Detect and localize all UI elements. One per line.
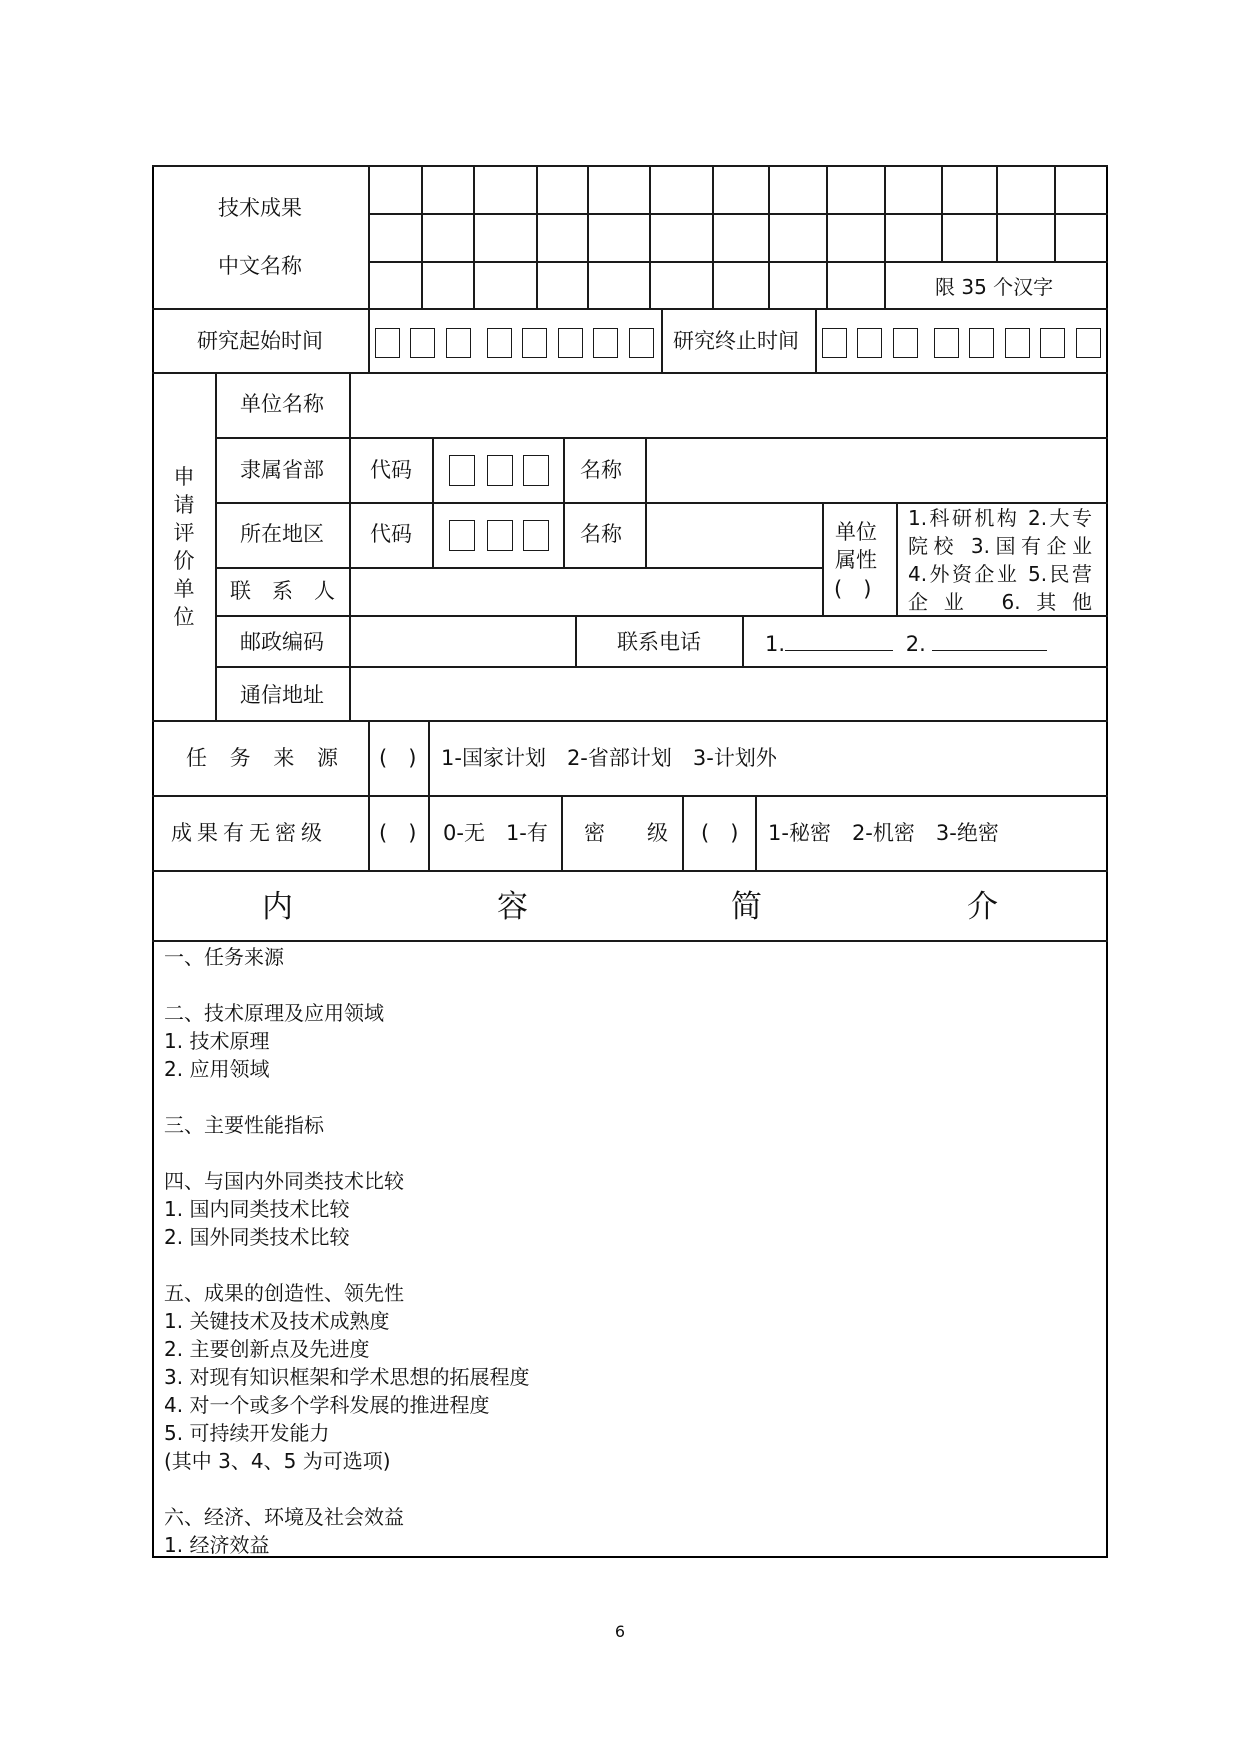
summary-heading-char-3: 简: [731, 889, 762, 925]
summary-line: [164, 1251, 529, 1279]
code-label-divider: [432, 437, 434, 567]
name-label-line-2: 中文名称: [218, 254, 302, 278]
region-code-box-2[interactable]: [487, 520, 513, 551]
address-field[interactable]: [352, 683, 1102, 707]
frame-right-border: [1106, 165, 1108, 1558]
applicant-side-divider: [215, 372, 217, 720]
ministry-name-label: 名称: [580, 458, 622, 482]
ministry-code-label: 代码: [370, 458, 412, 482]
task-source-divider-1: [368, 720, 370, 870]
period-divider-2: [815, 308, 817, 372]
secrecy-level-label: 密 级: [584, 821, 668, 845]
region-code-box-3[interactable]: [523, 520, 549, 551]
summary-heading-bottom: [152, 940, 1108, 942]
name-section-bottom: [152, 308, 1108, 310]
end-month-digit-1[interactable]: [969, 328, 994, 358]
region-code-label: 代码: [370, 522, 412, 546]
end-month-digit-2[interactable]: [1005, 328, 1030, 358]
summary-line: 5. 可持续开发能力: [164, 1421, 330, 1445]
end-day-digit-1[interactable]: [1040, 328, 1065, 358]
secrecy-options: 0-无 1-有: [443, 821, 548, 845]
summary-line: 二、技术原理及应用领域: [164, 1001, 384, 1025]
phone-slot-2-blank[interactable]: [932, 630, 1047, 651]
summary-line: 六、经济、环境及社会效益: [164, 1505, 404, 1529]
start-year-digit-1[interactable]: [375, 328, 400, 358]
summary-heading-char-4: 介: [967, 889, 998, 925]
frame-left-border: [152, 165, 154, 1558]
summary-line: 四、与国内外同类技术比较: [164, 1169, 404, 1193]
phone-slot-1-label: 1.: [765, 632, 786, 656]
end-year-digit-1[interactable]: [822, 328, 847, 358]
start-day-digit-2[interactable]: [629, 328, 654, 358]
grid-col-line: [649, 165, 651, 308]
unit-name-row-bottom: [215, 437, 1108, 439]
contact-label: 联 系 人: [230, 579, 335, 603]
summary-line: [164, 1083, 529, 1111]
frame-top-border: [152, 165, 1108, 167]
postcode-field[interactable]: [352, 630, 570, 654]
secrecy-row-bottom: [152, 870, 1108, 872]
task-source-label: 任 务 来 源: [186, 746, 338, 770]
phone-slot-2-label: 2.: [905, 632, 926, 656]
summary-content[interactable]: [164, 943, 529, 1559]
grid-col-line: [421, 165, 423, 308]
unit-attr-label-line-2: 属性: [835, 548, 877, 572]
summary-line: 1. 关键技术及技术成熟度: [164, 1309, 390, 1333]
summary-line: 2. 应用领域: [164, 1057, 270, 1081]
secrecy-paren[interactable]: ( ): [379, 821, 417, 845]
start-year-digit-3[interactable]: [446, 328, 471, 358]
start-day-digit-1[interactable]: [593, 328, 618, 358]
start-date-label: 研究起始时间: [197, 329, 323, 353]
ministry-name-field[interactable]: [650, 458, 1100, 482]
summary-line: 1. 技术原理: [164, 1029, 270, 1053]
grid-col-line: [1054, 165, 1056, 261]
ministry-code-box-3[interactable]: [523, 455, 549, 486]
summary-line: [164, 971, 529, 999]
summary-line: 2. 国外同类技术比较: [164, 1225, 350, 1249]
secrecy-divider-3: [755, 795, 757, 870]
region-label: 所在地区: [240, 522, 324, 546]
name-label-line-1: 技术成果: [218, 196, 302, 220]
secrecy-level-options: 1-秘密 2-机密 3-绝密: [768, 821, 999, 845]
postcode-label: 邮政编码: [240, 630, 324, 654]
summary-heading-char-1: 内: [262, 889, 293, 925]
task-source-paren[interactable]: ( ): [379, 746, 417, 770]
start-month-digit-2[interactable]: [558, 328, 583, 358]
grid-col-line: [941, 165, 943, 261]
grid-col-line: [996, 165, 998, 261]
task-source-divider-2: [428, 720, 430, 870]
code-boxes-divider: [563, 437, 565, 567]
end-year-digit-2[interactable]: [857, 328, 882, 358]
summary-line: 2. 主要创新点及先进度: [164, 1337, 370, 1361]
start-month-digit-1[interactable]: [522, 328, 547, 358]
summary-line: 五、成果的创造性、领先性: [164, 1281, 404, 1305]
address-label: 通信地址: [240, 683, 324, 707]
contact-field[interactable]: [352, 579, 817, 603]
phone-fields[interactable]: [765, 630, 1047, 656]
end-year-digit-4[interactable]: [934, 328, 959, 358]
region-row-bottom: [215, 567, 822, 569]
start-year-digit-2[interactable]: [410, 328, 435, 358]
summary-line: [164, 1475, 529, 1503]
postcode-row-bottom: [215, 666, 1108, 668]
unit-attr-mid-divider: [896, 502, 898, 615]
summary-line: 一、任务来源: [164, 945, 284, 969]
unit-attr-paren[interactable]: ( ): [834, 577, 872, 601]
region-name-label: 名称: [580, 522, 622, 546]
grid-row-line-2: [368, 261, 1108, 263]
char-limit-note: 限 35 个汉字: [935, 275, 1054, 299]
period-divider-1: [661, 308, 663, 372]
grid-col-line: [712, 165, 714, 308]
period-row-bottom: [152, 372, 1108, 374]
summary-line: 4. 对一个或多个学科发展的推进程度: [164, 1393, 490, 1417]
task-source-row-bottom: [152, 795, 1108, 797]
summary-line: 1. 经济效益: [164, 1533, 270, 1557]
ministry-code-box-2[interactable]: [487, 455, 513, 486]
secrecy-label: 成果有无密级: [171, 821, 327, 845]
ministry-code-box-1[interactable]: [449, 455, 475, 486]
end-date-label: 研究终止时间: [673, 329, 799, 353]
region-code-box-1[interactable]: [449, 520, 475, 551]
grid-col-line: [884, 165, 886, 308]
ministry-label: 隶属省部: [240, 458, 324, 482]
postcode-divider: [575, 615, 577, 666]
grid-col-line: [473, 165, 475, 308]
summary-line: 三、主要性能指标: [164, 1113, 324, 1137]
summary-line: (其中 3、4、5 为可选项): [164, 1449, 391, 1473]
grid-col-line: [587, 165, 589, 308]
summary-heading-char-2: 容: [497, 889, 528, 925]
start-year-digit-4[interactable]: [487, 328, 512, 358]
unit-attr-options: 1.科研机构 2.大专 院校 3.国有企业 4.外资企业 5.民营 企业 6.其他: [908, 506, 1092, 614]
grid-col-line: [826, 165, 828, 308]
phone-slot-1-blank[interactable]: [785, 630, 893, 651]
unit-attr-left-divider: [822, 502, 824, 615]
applicant-section-bottom: [152, 720, 1108, 722]
summary-line: 1. 国内同类技术比较: [164, 1197, 350, 1221]
phone-divider: [742, 615, 744, 666]
summary-line: 3. 对现有知识框架和学术思想的拓展程度: [164, 1365, 530, 1389]
page-number: 6: [614, 1622, 626, 1641]
task-source-options: 1-国家计划 2-省部计划 3-计划外: [441, 746, 777, 770]
unit-attr-label-line-1: 单位: [835, 520, 877, 544]
name-label-divider: [368, 165, 370, 372]
grid-col-line: [768, 165, 770, 308]
end-day-digit-2[interactable]: [1076, 328, 1101, 358]
name-label-divider-ministry: [645, 437, 647, 567]
unit-name-field[interactable]: [352, 392, 1102, 416]
applicant-label-divider: [349, 372, 351, 720]
unit-name-label: 单位名称: [240, 392, 324, 416]
secrecy-level-paren[interactable]: ( ): [701, 821, 739, 845]
phone-label: 联系电话: [617, 630, 701, 654]
applicant-side-label: 申 请 评 价 单 位: [173, 465, 195, 629]
summary-line: [164, 1139, 529, 1167]
secrecy-divider-1: [561, 795, 563, 870]
grid-col-line: [536, 165, 538, 308]
end-year-digit-3[interactable]: [893, 328, 918, 358]
secrecy-divider-2: [682, 795, 684, 870]
